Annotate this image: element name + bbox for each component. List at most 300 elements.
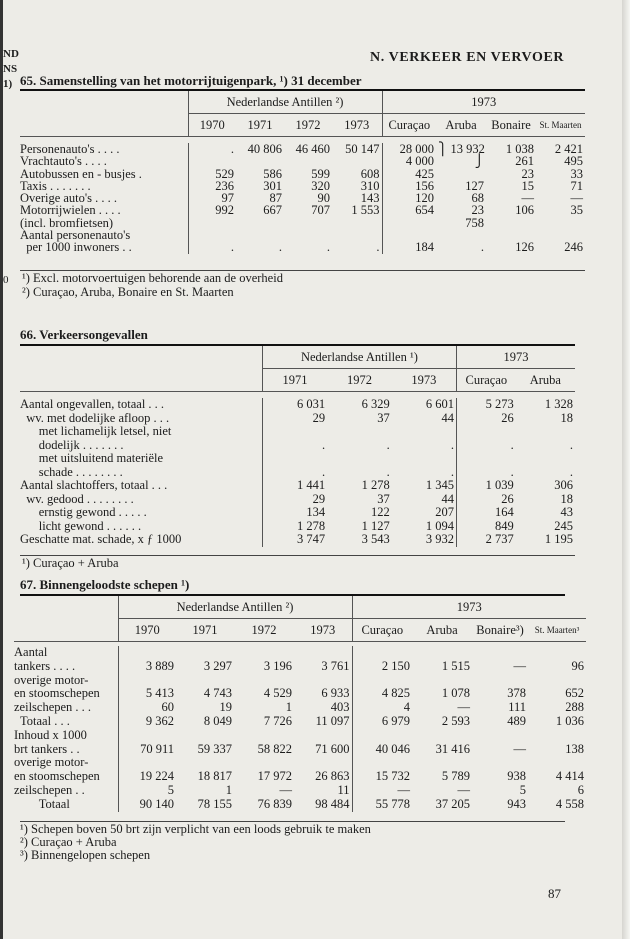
table-cell: 6 979 bbox=[352, 715, 412, 729]
table-cell bbox=[118, 646, 176, 660]
row-label: tankers . . . . bbox=[14, 658, 76, 673]
row-label: zeilschepen . . bbox=[14, 782, 85, 797]
table-cell: 3 543 bbox=[361, 532, 390, 546]
table-cell bbox=[284, 155, 332, 167]
table-cell: — bbox=[570, 191, 584, 206]
table-cell bbox=[176, 729, 234, 743]
table-cell: 15 732 bbox=[352, 770, 412, 784]
row-label: met uitsluitend materiële bbox=[20, 451, 164, 465]
table-row bbox=[14, 715, 586, 729]
header-spacer bbox=[20, 91, 188, 114]
row-label: schade . . . . . . . . bbox=[20, 464, 123, 479]
row-label: Overige auto's . . . . bbox=[20, 191, 118, 206]
table-cell: 164 bbox=[456, 506, 515, 520]
table-cell bbox=[294, 674, 352, 688]
footnote: ¹) Excl. motorvoertuigen behorende aan de overheid bbox=[22, 271, 283, 285]
table-cell bbox=[234, 756, 294, 770]
table-cell: 943 bbox=[507, 796, 527, 811]
table-cell: 3 932 bbox=[425, 532, 454, 546]
table-row bbox=[20, 439, 575, 453]
table-cell: 667 bbox=[263, 203, 282, 218]
table-cell: 378 bbox=[507, 686, 527, 701]
table-cell: 1 328 bbox=[544, 397, 573, 411]
table-cell: 4 529 bbox=[263, 686, 292, 701]
table-cell bbox=[234, 729, 294, 743]
table-cell: 33 bbox=[570, 166, 584, 181]
row-label: licht gewond . . . . . . bbox=[20, 518, 142, 533]
table-cell bbox=[412, 646, 472, 660]
table-cell: 98 484 bbox=[315, 796, 350, 811]
header-spacer bbox=[20, 346, 262, 369]
table-cell: 1 036 bbox=[555, 713, 585, 728]
table-cell: — bbox=[457, 700, 471, 715]
table-cell bbox=[528, 674, 586, 688]
table-cell: . bbox=[450, 437, 454, 452]
group-header-nederlandse-antillen: Nederlandse Antillen ²) bbox=[118, 596, 352, 619]
table-cell: 96 bbox=[571, 658, 585, 673]
table-cell: 245 bbox=[554, 518, 573, 533]
column-header: 1971 bbox=[176, 619, 234, 642]
table-cell: 1 278 bbox=[361, 478, 390, 492]
table-65-title: 65. Samenstelling van het motorrijtuigenpark, ¹) 31 december bbox=[20, 73, 362, 88]
column-header: 1973 bbox=[332, 114, 382, 137]
table-cell bbox=[118, 729, 176, 743]
table-cell: 6 601 bbox=[425, 397, 454, 411]
table-cell: 106 bbox=[515, 203, 535, 218]
row-label: Personenauto's . . . . bbox=[20, 142, 120, 156]
table-cell: — bbox=[513, 741, 527, 756]
column-header: 1972 bbox=[327, 369, 392, 392]
table-cell bbox=[352, 729, 412, 743]
table-cell: — bbox=[513, 658, 527, 673]
page-number: 87 bbox=[548, 886, 561, 901]
table-cell: 78 155 bbox=[197, 796, 232, 811]
table-cell: 306 bbox=[554, 478, 573, 492]
table-cell: 529 bbox=[188, 168, 236, 180]
running-head: N. VERKEER EN VERVOER bbox=[370, 50, 565, 65]
table-cell: 6 bbox=[577, 782, 585, 797]
column-header: 1973 bbox=[392, 369, 457, 392]
table-cell: 599 bbox=[311, 166, 330, 181]
column-header: Curaçao bbox=[456, 369, 515, 392]
table-cell: 55 778 bbox=[352, 798, 412, 812]
table-65 bbox=[20, 91, 585, 254]
table-row bbox=[20, 506, 575, 520]
table-cell bbox=[352, 646, 412, 660]
row-label: Aantal ongevallen, totaal . . . bbox=[20, 397, 165, 411]
table-cell bbox=[294, 729, 352, 743]
table-cell bbox=[528, 729, 586, 743]
table-cell: 320 bbox=[311, 178, 330, 193]
table-cell: 1 bbox=[225, 782, 232, 797]
table-cell: 90 140 bbox=[118, 798, 176, 812]
row-label: (incl. bromfietsen) bbox=[20, 215, 114, 230]
table-cell: 11 bbox=[337, 782, 350, 797]
table-cell bbox=[486, 217, 536, 229]
table-cell bbox=[294, 646, 352, 660]
table-cell bbox=[516, 425, 575, 439]
table-cell: 652 bbox=[565, 686, 585, 701]
table-cell: 37 205 bbox=[435, 796, 471, 811]
table-cell: 1 bbox=[285, 700, 292, 715]
column-header: 1971 bbox=[262, 369, 327, 392]
table-cell: 4 bbox=[352, 701, 412, 715]
footnote: ²) Curaçao + Aruba bbox=[20, 835, 117, 849]
column-header: Aruba bbox=[516, 369, 575, 392]
table-cell: 58 822 bbox=[257, 741, 292, 756]
table-cell: 40 046 bbox=[352, 743, 412, 757]
table-row bbox=[14, 701, 586, 715]
table-cell: 44 bbox=[441, 491, 454, 506]
row-label: en stoomschepen bbox=[14, 769, 100, 784]
table-row bbox=[20, 425, 575, 439]
table-cell: 4 825 bbox=[352, 687, 412, 701]
table-cell: 1 515 bbox=[441, 658, 471, 673]
table-row bbox=[14, 770, 586, 784]
row-label: overige motor- bbox=[14, 672, 89, 687]
table-cell: 111 bbox=[508, 700, 527, 715]
table-row bbox=[20, 452, 575, 466]
page-left-edge bbox=[0, 0, 3, 939]
table-67 bbox=[14, 596, 586, 812]
table-cell: 68 bbox=[471, 191, 485, 206]
table-cell: 6 933 bbox=[321, 686, 350, 701]
table-cell: 1 078 bbox=[441, 686, 471, 701]
column-header: Curaçao bbox=[352, 619, 412, 642]
table-cell bbox=[118, 756, 176, 770]
row-label: Vrachtauto's . . . . bbox=[20, 154, 107, 169]
table-cell bbox=[284, 217, 332, 229]
table-cell: . bbox=[456, 466, 515, 480]
footnote: ³) Binnengelopen schepen bbox=[20, 848, 151, 862]
table-cell: 35 bbox=[570, 203, 584, 218]
row-label: Motorrijwielen . . . . bbox=[20, 203, 121, 218]
row-label: Totaal . . . bbox=[14, 713, 70, 728]
table-cell: 246 bbox=[564, 240, 584, 255]
row-label: Autobussen en - busjes . bbox=[20, 166, 142, 181]
table-cell: 1 345 bbox=[425, 478, 454, 492]
table-row bbox=[14, 674, 586, 688]
column-header: Bonaire bbox=[486, 114, 536, 137]
table-cell: 26 bbox=[456, 412, 515, 426]
row-label: wv. gedood . . . . . . . . bbox=[20, 491, 134, 506]
table-cell: 122 bbox=[371, 505, 390, 519]
table-cell: 120 bbox=[382, 192, 436, 204]
prev-page-fragment: NS bbox=[3, 63, 18, 75]
table-cell bbox=[412, 756, 472, 770]
table-row bbox=[14, 687, 586, 701]
table-cell: 6 329 bbox=[361, 397, 390, 411]
table-cell: 156 bbox=[382, 180, 436, 192]
table-cell: 87 bbox=[269, 191, 282, 206]
table-cell bbox=[294, 756, 352, 770]
table-cell bbox=[327, 425, 392, 439]
group-header-nederlandse-antillen: Nederlandse Antillen ¹) bbox=[262, 346, 456, 369]
table-cell: 1 039 bbox=[456, 479, 515, 493]
table-cell: 8 049 bbox=[203, 713, 232, 728]
table-row bbox=[20, 533, 575, 547]
table-66 bbox=[20, 346, 575, 547]
table-cell: 138 bbox=[565, 741, 585, 756]
table-cell: . bbox=[188, 241, 236, 253]
table-cell: 40 806 bbox=[247, 142, 282, 156]
table-cell: . bbox=[569, 437, 573, 452]
table-cell: 207 bbox=[435, 505, 454, 519]
table-cell: 71 bbox=[570, 178, 584, 193]
table-cell: ⎭ bbox=[474, 154, 485, 169]
table-cell bbox=[236, 155, 284, 167]
table-cell: 19 bbox=[219, 700, 232, 715]
table-cell: 758 bbox=[465, 215, 485, 230]
table-cell: 126 bbox=[515, 240, 535, 255]
table-cell: 28 000 bbox=[382, 143, 436, 155]
table-cell: . bbox=[386, 437, 390, 452]
table-row bbox=[14, 660, 586, 674]
column-header: 1972 bbox=[234, 619, 294, 642]
table-row bbox=[20, 520, 575, 534]
table-cell: 18 bbox=[560, 491, 573, 506]
table-cell: . bbox=[326, 240, 330, 255]
table-cell: 46 460 bbox=[295, 142, 330, 156]
table-cell: 495 bbox=[564, 154, 584, 169]
table-row bbox=[14, 646, 586, 660]
table-cell: . bbox=[569, 464, 573, 479]
table-cell: 143 bbox=[360, 191, 380, 206]
table-cell bbox=[472, 674, 528, 688]
table-cell bbox=[176, 646, 234, 660]
table-cell: 134 bbox=[262, 506, 327, 520]
table-cell: 489 bbox=[507, 713, 527, 728]
table-cell bbox=[284, 229, 332, 241]
table-cell: 1 195 bbox=[544, 532, 573, 546]
table-cell: . bbox=[456, 439, 515, 453]
table-cell bbox=[412, 729, 472, 743]
table-cell bbox=[436, 229, 486, 241]
row-label: ernstig gewond . . . . . bbox=[20, 505, 147, 519]
table-cell: 4 000 bbox=[382, 155, 436, 167]
table-cell: . bbox=[480, 240, 485, 255]
group-header-nederlandse-antillen: Nederlandse Antillen ²) bbox=[188, 91, 382, 114]
table-cell bbox=[188, 229, 236, 241]
table-cell: 4 414 bbox=[555, 769, 585, 784]
table-cell: . bbox=[278, 240, 282, 255]
table-row bbox=[14, 729, 586, 743]
table-cell: 261 bbox=[515, 154, 535, 169]
table-cell: . bbox=[450, 464, 454, 479]
group-header-1973: 1973 bbox=[382, 91, 585, 114]
group-header-1973: 1973 bbox=[456, 346, 575, 369]
table-cell: . bbox=[262, 466, 327, 480]
table-cell bbox=[456, 425, 515, 439]
table-cell: 301 bbox=[263, 178, 282, 193]
table-cell: 1 038 bbox=[505, 142, 535, 156]
table-cell: 18 bbox=[560, 410, 573, 425]
column-header: 1972 bbox=[284, 114, 332, 137]
table-cell: 608 bbox=[360, 166, 380, 181]
table-cell: 938 bbox=[507, 769, 527, 784]
table-cell: 654 bbox=[382, 204, 436, 216]
table-cell bbox=[188, 155, 236, 167]
table-cell: . bbox=[188, 143, 236, 155]
table-cell bbox=[456, 452, 515, 466]
header-spacer bbox=[14, 596, 118, 619]
table-cell bbox=[392, 452, 457, 466]
table-cell: 15 bbox=[521, 178, 535, 193]
column-header: St. Maarten³ bbox=[528, 619, 586, 642]
column-header: 1971 bbox=[236, 114, 284, 137]
table-cell: 23 bbox=[471, 203, 485, 218]
table-row bbox=[20, 466, 575, 480]
header-spacer bbox=[14, 619, 118, 642]
prev-page-fragment: 1) bbox=[3, 78, 13, 90]
table-cell: 184 bbox=[382, 241, 436, 253]
table-row bbox=[14, 743, 586, 757]
table-cell: 9 362 bbox=[118, 715, 176, 729]
row-label: Geschatte mat. schade, x ƒ 1000 bbox=[20, 532, 182, 546]
table-cell bbox=[528, 646, 586, 660]
table-cell bbox=[332, 217, 382, 229]
table-cell: 3 297 bbox=[203, 658, 232, 673]
table-cell: 2 737 bbox=[456, 533, 515, 547]
table-cell: 5 413 bbox=[118, 687, 176, 701]
table-cell: 44 bbox=[441, 410, 454, 425]
table-cell: 19 224 bbox=[118, 770, 176, 784]
table-cell: 586 bbox=[263, 166, 282, 181]
table-cell bbox=[262, 425, 327, 439]
page-right-edge bbox=[622, 0, 630, 939]
table-cell: 37 bbox=[377, 410, 390, 425]
table-cell: 26 863 bbox=[315, 769, 350, 784]
table-cell: 4 558 bbox=[555, 796, 585, 811]
table-cell bbox=[236, 217, 284, 229]
table-cell: 31 416 bbox=[435, 741, 471, 756]
table-cell: . bbox=[262, 439, 327, 453]
table-row bbox=[14, 756, 586, 770]
table-66-title: 66. Verkeersongevallen bbox=[20, 327, 148, 342]
row-label: brt tankers . . bbox=[14, 741, 80, 756]
table-cell: — bbox=[457, 782, 471, 797]
table-cell: 310 bbox=[360, 178, 380, 193]
table-cell: 11 097 bbox=[315, 713, 350, 728]
table-row bbox=[20, 168, 585, 180]
table-cell bbox=[352, 674, 412, 688]
table-cell: 4 743 bbox=[203, 686, 232, 701]
table-row bbox=[20, 204, 585, 216]
table-cell: ⎫ 13 932 bbox=[438, 142, 485, 156]
table-cell: 3 889 bbox=[118, 660, 176, 674]
row-label: zeilschepen . . . bbox=[14, 700, 92, 715]
table-row bbox=[14, 784, 586, 798]
group-header-1973: 1973 bbox=[352, 596, 586, 619]
table-cell: 29 bbox=[262, 412, 327, 426]
table-row bbox=[20, 398, 575, 412]
prev-page-fragment: 0 bbox=[3, 274, 9, 286]
table-cell bbox=[528, 756, 586, 770]
table-cell: 59 337 bbox=[197, 741, 232, 756]
table-cell bbox=[516, 452, 575, 466]
footnote: ¹) Schepen boven 50 brt zijn verplicht van een loods gebruik te maken bbox=[20, 822, 371, 836]
footnote: ²) Curaçao, Aruba, Bonaire en St. Maarten bbox=[22, 285, 234, 299]
column-header: Bonaire³) bbox=[472, 619, 528, 642]
row-label: en stoomschepen bbox=[14, 686, 100, 701]
table-cell: 5 789 bbox=[441, 769, 471, 784]
table-cell: 1 441 bbox=[262, 479, 327, 493]
table-row bbox=[20, 412, 575, 426]
table-cell bbox=[536, 217, 585, 229]
table-cell bbox=[176, 756, 234, 770]
table-row bbox=[20, 493, 575, 507]
table-cell: 1 553 bbox=[351, 203, 380, 218]
table-cell bbox=[382, 217, 436, 229]
table-cell bbox=[327, 452, 392, 466]
row-label: met lichamelijk letsel, niet bbox=[20, 424, 172, 438]
table-cell: 849 bbox=[456, 520, 515, 534]
row-label: Aantal slachtoffers, totaal . . . bbox=[20, 478, 168, 492]
table-cell: 43 bbox=[560, 505, 573, 519]
table-cell bbox=[262, 452, 327, 466]
row-label: Taxis . . . . . . . bbox=[20, 178, 91, 193]
row-label: per 1000 inwoners . . bbox=[20, 240, 132, 255]
table-cell: 5 273 bbox=[456, 398, 515, 412]
table-cell: 3 196 bbox=[263, 658, 292, 673]
table-cell: 127 bbox=[465, 178, 485, 193]
column-header: 1973 bbox=[294, 619, 352, 642]
table-cell: 1 278 bbox=[262, 520, 327, 534]
row-label: overige motor- bbox=[14, 755, 89, 770]
table-cell: 288 bbox=[565, 700, 585, 715]
table-cell bbox=[412, 674, 472, 688]
table-cell bbox=[472, 729, 528, 743]
header-spacer bbox=[20, 114, 188, 137]
table-cell: — bbox=[352, 784, 412, 798]
row-label: wv. met dodelijke afloop . . . bbox=[20, 410, 170, 425]
table-cell: 26 bbox=[456, 493, 515, 507]
table-cell bbox=[188, 217, 236, 229]
column-header: 1970 bbox=[118, 619, 176, 642]
table-cell: 1 127 bbox=[361, 518, 390, 533]
table-cell bbox=[118, 674, 176, 688]
table-cell bbox=[234, 646, 294, 660]
table-cell: 90 bbox=[317, 191, 330, 206]
table-row bbox=[20, 155, 585, 167]
table-row bbox=[20, 479, 575, 493]
table-cell: . bbox=[376, 240, 380, 255]
table-cell: 23 bbox=[521, 166, 535, 181]
table-cell bbox=[332, 229, 382, 241]
column-header: Aruba bbox=[436, 114, 486, 137]
table-cell: 97 bbox=[188, 192, 236, 204]
table-cell: 992 bbox=[188, 204, 236, 216]
table-cell bbox=[472, 646, 528, 660]
table-cell: . bbox=[386, 464, 390, 479]
table-row bbox=[20, 241, 585, 253]
table-cell: 236 bbox=[188, 180, 236, 192]
table-cell: — bbox=[279, 782, 292, 797]
row-label: Aantal bbox=[14, 645, 48, 659]
table-cell bbox=[236, 229, 284, 241]
table-cell bbox=[392, 425, 457, 439]
header-spacer bbox=[20, 369, 262, 392]
table-67-title: 67. Binnengeloodste schepen ¹) bbox=[20, 577, 190, 592]
row-label: Aantal personenauto's bbox=[20, 228, 131, 243]
table-cell: — bbox=[521, 191, 535, 206]
footnote: ¹) Curaçao + Aruba bbox=[22, 556, 119, 570]
table-cell: 425 bbox=[382, 168, 436, 180]
column-header: 1970 bbox=[188, 114, 236, 137]
table-cell bbox=[332, 155, 382, 167]
table-row bbox=[14, 798, 586, 812]
table-cell: 2 421 bbox=[554, 142, 584, 156]
